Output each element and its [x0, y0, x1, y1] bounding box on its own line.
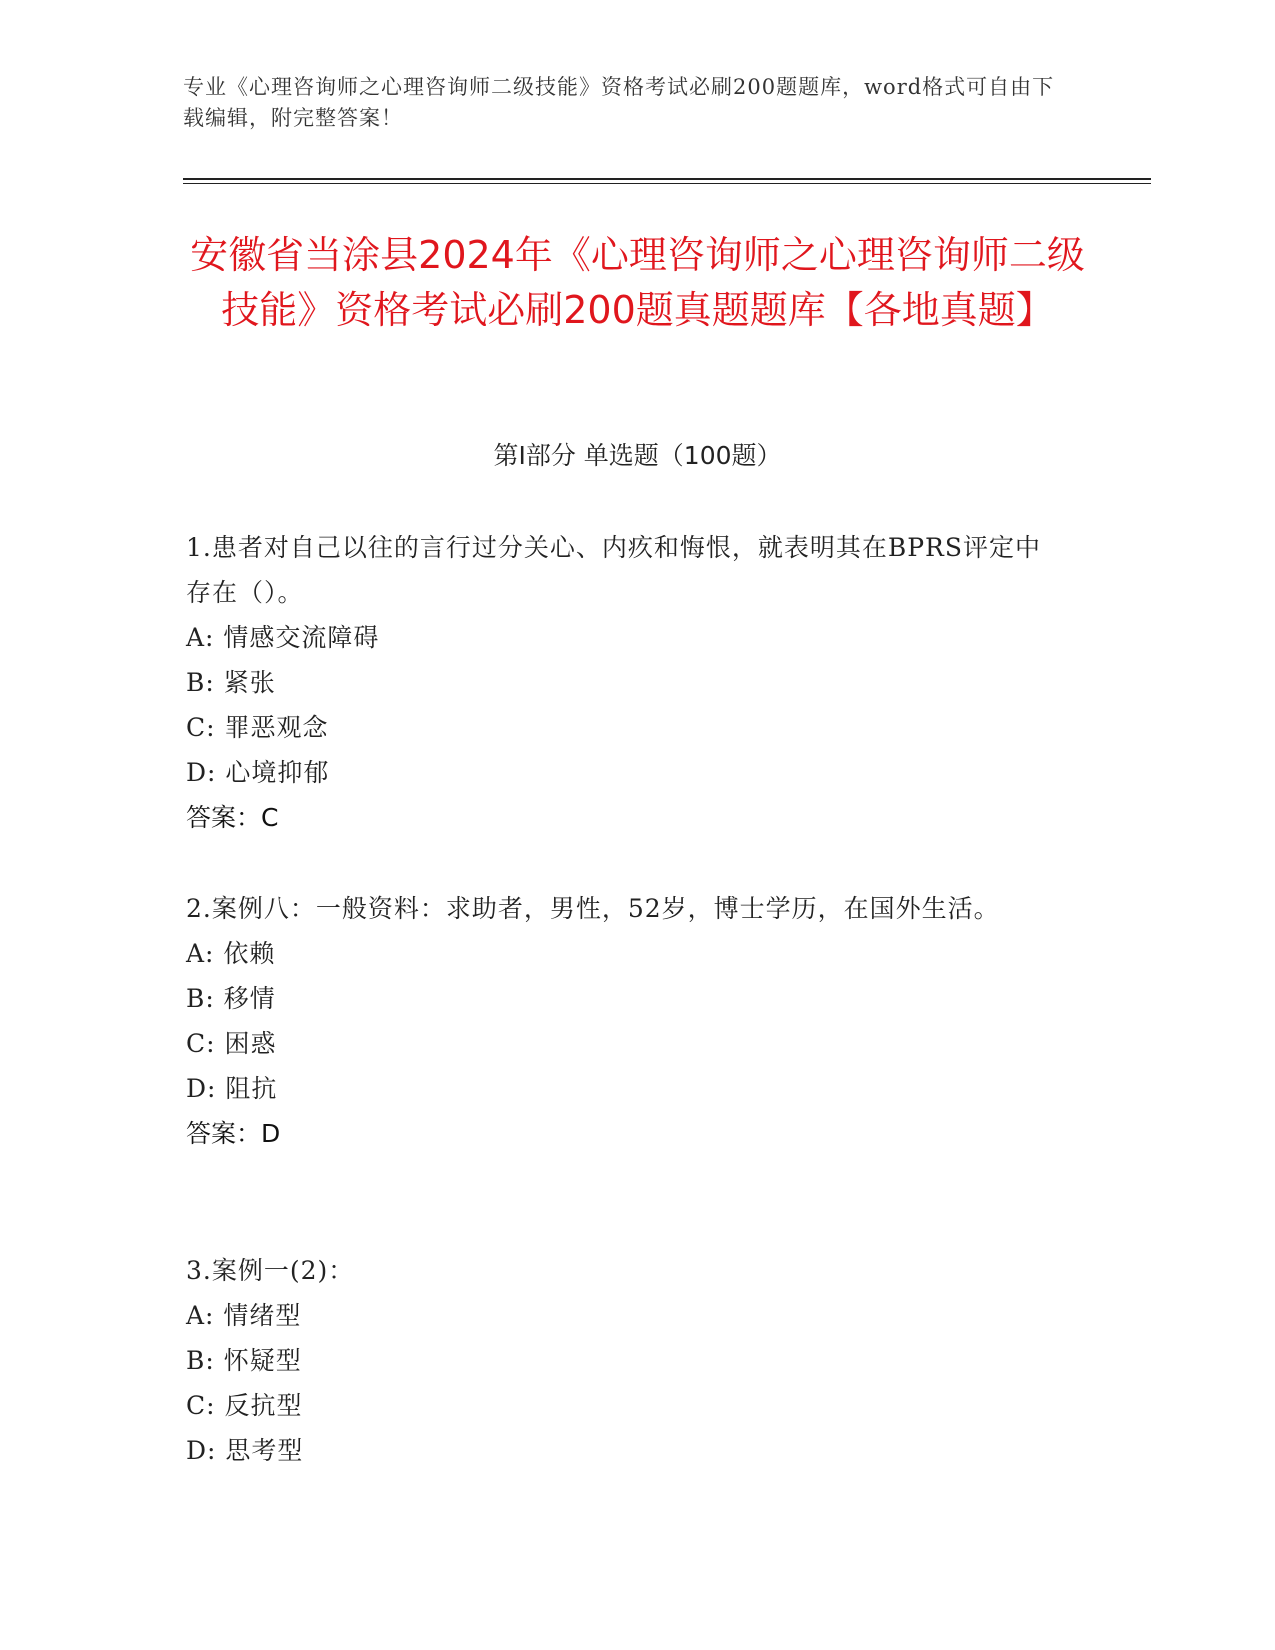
option-a: A: 情感交流障碍 — [186, 623, 380, 652]
document-title: 安徽省当涂县2024年《心理咨询师之心理咨询师二级技能》资格考试必刷200题真题题库【各地真题】 — [190, 233, 1085, 332]
section-heading: 第Ⅰ部分 单选题（100题） — [493, 441, 782, 470]
header-divider — [183, 178, 1151, 180]
question-1 — [186, 525, 1066, 841]
question-stem: 2.案例八：一般资料：求助者，男性，52岁，博士学历，在国外生活。 — [186, 894, 1000, 923]
option-c: C: 困惑 — [186, 1029, 277, 1058]
option-b: B: 紧张 — [186, 668, 276, 697]
question-3 — [186, 1248, 1066, 1473]
option-b: B: 怀疑型 — [186, 1346, 302, 1375]
question-stem: 3.案例一(2)： — [186, 1256, 355, 1285]
option-a: A: 情绪型 — [186, 1301, 302, 1330]
option-a: A: 依赖 — [186, 939, 276, 968]
answer: 答案：D — [186, 1119, 281, 1148]
option-b: B: 移情 — [186, 984, 276, 1013]
option-d: D: 阻抗 — [186, 1074, 278, 1103]
option-c: C: 反抗型 — [186, 1391, 303, 1420]
question-2 — [186, 886, 1066, 1157]
option-d: D: 心境抑郁 — [186, 758, 330, 787]
question-stem: 1.患者对自己以往的言行过分关心、内疚和悔恨，就表明其在BPRS评定中存在（）。 — [186, 533, 1041, 607]
header-note: 专业《心理咨询师之心理咨询师二级技能》资格考试必刷200题题库，word格式可自由下载编辑，附完整答案！ — [183, 75, 1055, 130]
answer: 答案：C — [186, 803, 279, 832]
option-c: C: 罪恶观念 — [186, 713, 329, 742]
header-divider-thin — [183, 183, 1151, 184]
option-d: D: 思考型 — [186, 1436, 304, 1465]
